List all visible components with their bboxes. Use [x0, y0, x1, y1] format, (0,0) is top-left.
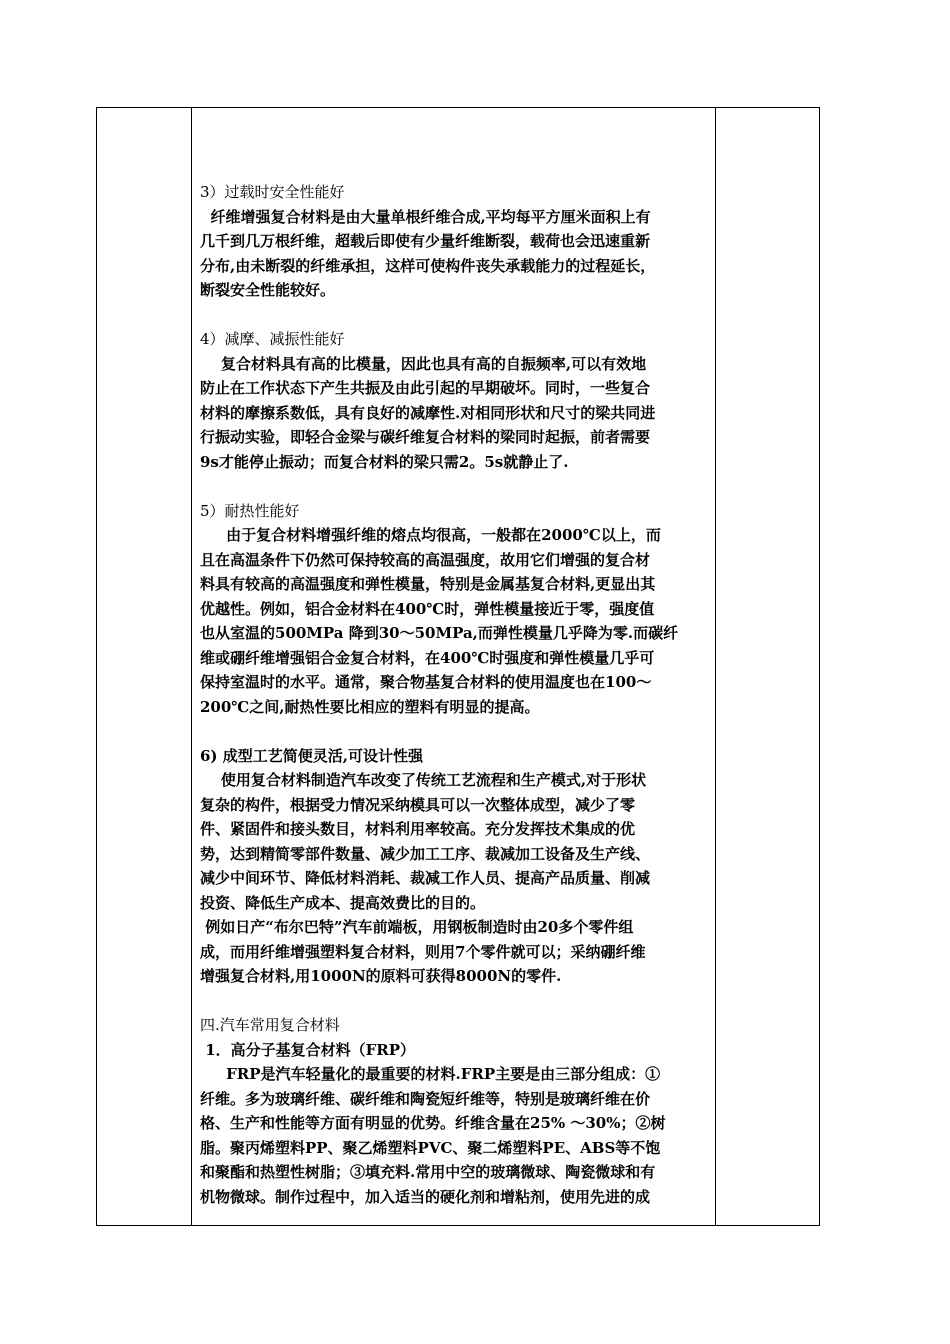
column-divider-left: [191, 108, 192, 1225]
paragraph-line: 材料的摩擦系数低，具有良好的减摩性.对相同形状和尺寸的梁共同进: [200, 403, 656, 422]
paragraph-line: 势，达到精简零部件数量、减少加工工序、裁减加工设备及生产线、: [200, 844, 651, 863]
paragraph-line: 料具有较高的高温强度和弹性模量，特别是金属基复合材料,更显出其: [200, 575, 656, 593]
paragraph-line: 纤维。多为玻璃纤维、碳纤维和陶瓷短纤维等，特别是玻璃纤维在价: [200, 1089, 651, 1108]
paragraph-line: 断裂安全性能较好。: [200, 281, 336, 299]
paragraph-line: 分布,由未断裂的纤维承担，这样可使构件丧失承载能力的过程延长，: [200, 256, 656, 275]
paragraph-line: 优越性。例如，铝合金材料在400℃时，弹性模量接近于零，强度值: [200, 599, 655, 618]
chapter-heading: 四.汽车常用复合材料: [200, 1016, 340, 1034]
table-frame: [96, 107, 820, 1226]
subsection-heading: 1．高分子基复合材料（FRP）: [200, 1040, 416, 1059]
paragraph-line: 也从室温的500MPa 降到30～50MPa,而弹性模量几乎降为零.而碳纤: [200, 624, 679, 642]
paragraph-line: 维或硼纤维增强铝合金复合材料，在400℃时强度和弹性模量几乎可: [200, 648, 655, 667]
paragraph-line: 纤维增强复合材料是由大量单根纤维合成,平均每平方厘米面积上有: [200, 207, 651, 226]
paragraph-line: 几千到几万根纤维，超载后即使有少量纤维断裂，载荷也会迅速重新: [200, 232, 651, 250]
section-heading-5: 5）耐热性能好: [200, 501, 300, 520]
paragraph-line: 复杂的构件，根据受力情况采纳模具可以一次整体成型，减少了零: [200, 795, 636, 814]
section-heading-6: 6) 成型工艺简便灵活,可设计性强: [200, 746, 423, 765]
section-heading-3: 3）过载时安全性能好: [200, 183, 345, 201]
paragraph-line: 件、紧固件和接头数目，材料利用率较高。充分发挥技术集成的优: [200, 820, 636, 838]
paragraph-line: 由于复合材料增强纤维的熔点均很高，一般都在2000℃以上，而: [200, 526, 661, 544]
paragraph-line: 行振动实验，即轻合金梁与碳纤维复合材料的梁同时起振，前者需要: [200, 428, 651, 446]
paragraph-line: 投资、降低生产成本、提高效费比的目的。: [200, 893, 486, 912]
paragraph-line: 复合材料具有高的比模量，因此也具有高的自振频率,可以有效地: [200, 354, 647, 373]
paragraph-line: 且在高温条件下仍然可保持较高的高温强度，故用它们增强的复合材: [200, 550, 651, 569]
main-content-cell: [200, 180, 716, 1209]
paragraph-line: 保持室温时的水平。通常，聚合物基复合材料的使用温度也在100～: [200, 673, 652, 691]
paragraph-line: 和聚酯和热塑性树脂；③填充料.常用中空的玻璃微球、陶瓷微球和有: [200, 1163, 656, 1181]
paragraph-line: 减少中间环节、降低材料消耗、裁减工作人员、提高产品质量、削减: [200, 869, 651, 887]
paragraph-line: 使用复合材料制造汽车改变了传统工艺流程和生产模式,对于形状: [200, 771, 647, 789]
paragraph-line: 9s才能停止振动；而复合材料的梁只需2。5s就静止了.: [200, 452, 569, 471]
paragraph-line: 例如日产“布尔巴特”汽车前端板，用钢板制造时由20多个零件组: [200, 918, 634, 936]
paragraph-line: 增强复合材料,用1000N的原料可获得8000N的零件.: [200, 967, 562, 985]
paragraph-line: 格、生产和性能等方面有明显的优势。纤维含量在25% ～30%；②树: [200, 1114, 666, 1132]
paragraph-line: 成，而用纤维增强塑料复合材料，则用7个零件就可以；采纳硼纤维: [200, 942, 646, 961]
paragraph-line: 防止在工作状态下产生共振及由此引起的早期破坏。同时，一些复合: [200, 379, 651, 397]
paragraph-line: 机物微球。制作过程中，加入适当的硬化剂和增粘剂，使用先进的成: [200, 1187, 651, 1206]
paragraph-line: FRP是汽车轻量化的最重要的材料.FRP主要是由三部分组成：①: [200, 1065, 661, 1083]
paragraph-line: 200℃之间,耐热性要比相应的塑料有明显的提高。: [200, 697, 540, 716]
paragraph-line: 脂。聚丙烯塑料PP、聚乙烯塑料PVC、聚二烯塑料PE、ABS等不饱: [200, 1138, 661, 1157]
section-heading-4: 4）减摩、减振性能好: [200, 330, 345, 348]
